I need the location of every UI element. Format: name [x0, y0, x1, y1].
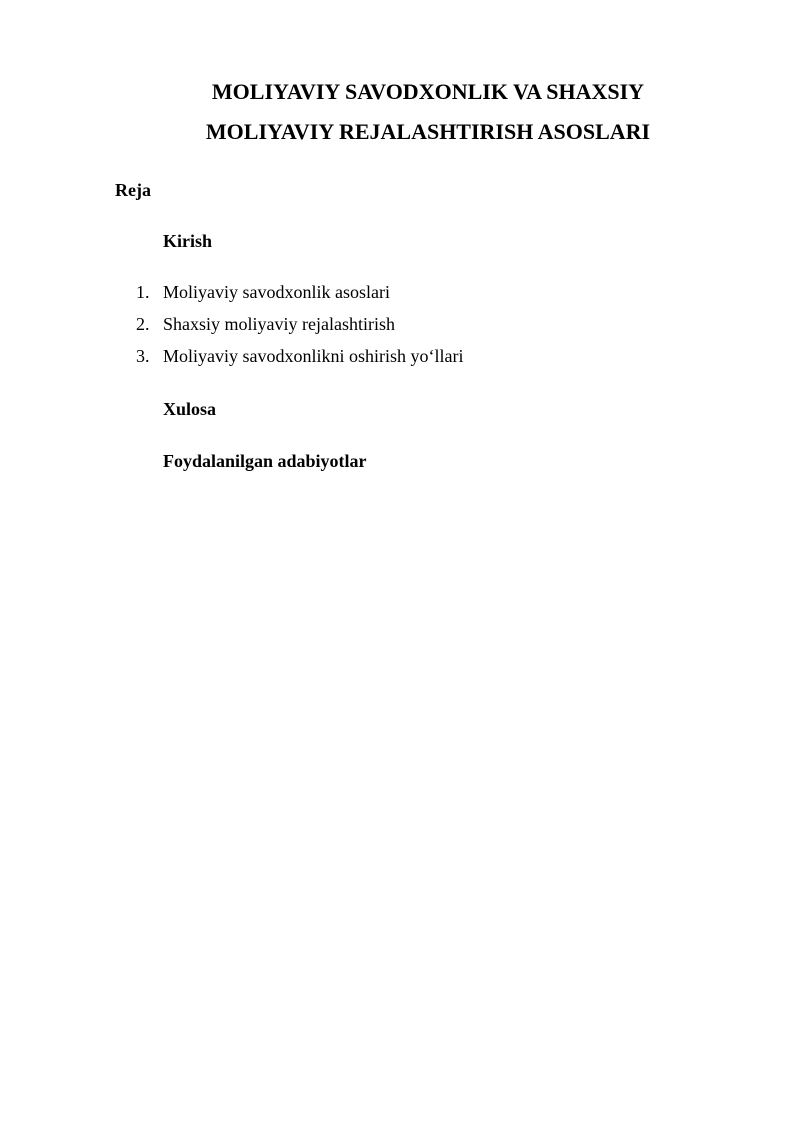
- plan-item-text: Shaxsiy moliyaviy rejalashtirish: [163, 314, 395, 334]
- plan-list: [136, 281, 463, 377]
- plan-item: [136, 313, 463, 335]
- intro-heading: Kirish: [163, 231, 213, 251]
- document-title-line-2: MOLIYAVIY REJALASHTIRISH ASOSLARI: [205, 119, 651, 144]
- conclusion-heading: Xulosa: [163, 399, 217, 419]
- plan-item-number: 3.: [136, 346, 150, 366]
- plan-heading: Reja: [115, 180, 151, 200]
- plan-item-number: 2.: [136, 314, 150, 334]
- plan-item: [136, 281, 463, 303]
- plan-item-text: Moliyaviy savodxonlik asoslari: [163, 282, 390, 302]
- plan-item-text: Moliyaviy savodxonlikni oshirish yo‘llari: [163, 346, 464, 366]
- plan-item: [136, 345, 463, 367]
- references-heading: Foydalanilgan adabiyotlar: [163, 451, 367, 471]
- document-title-line-1: MOLIYAVIY SAVODXONLIK VA SHAXSIY: [211, 79, 645, 104]
- plan-item-number: 1.: [136, 282, 150, 302]
